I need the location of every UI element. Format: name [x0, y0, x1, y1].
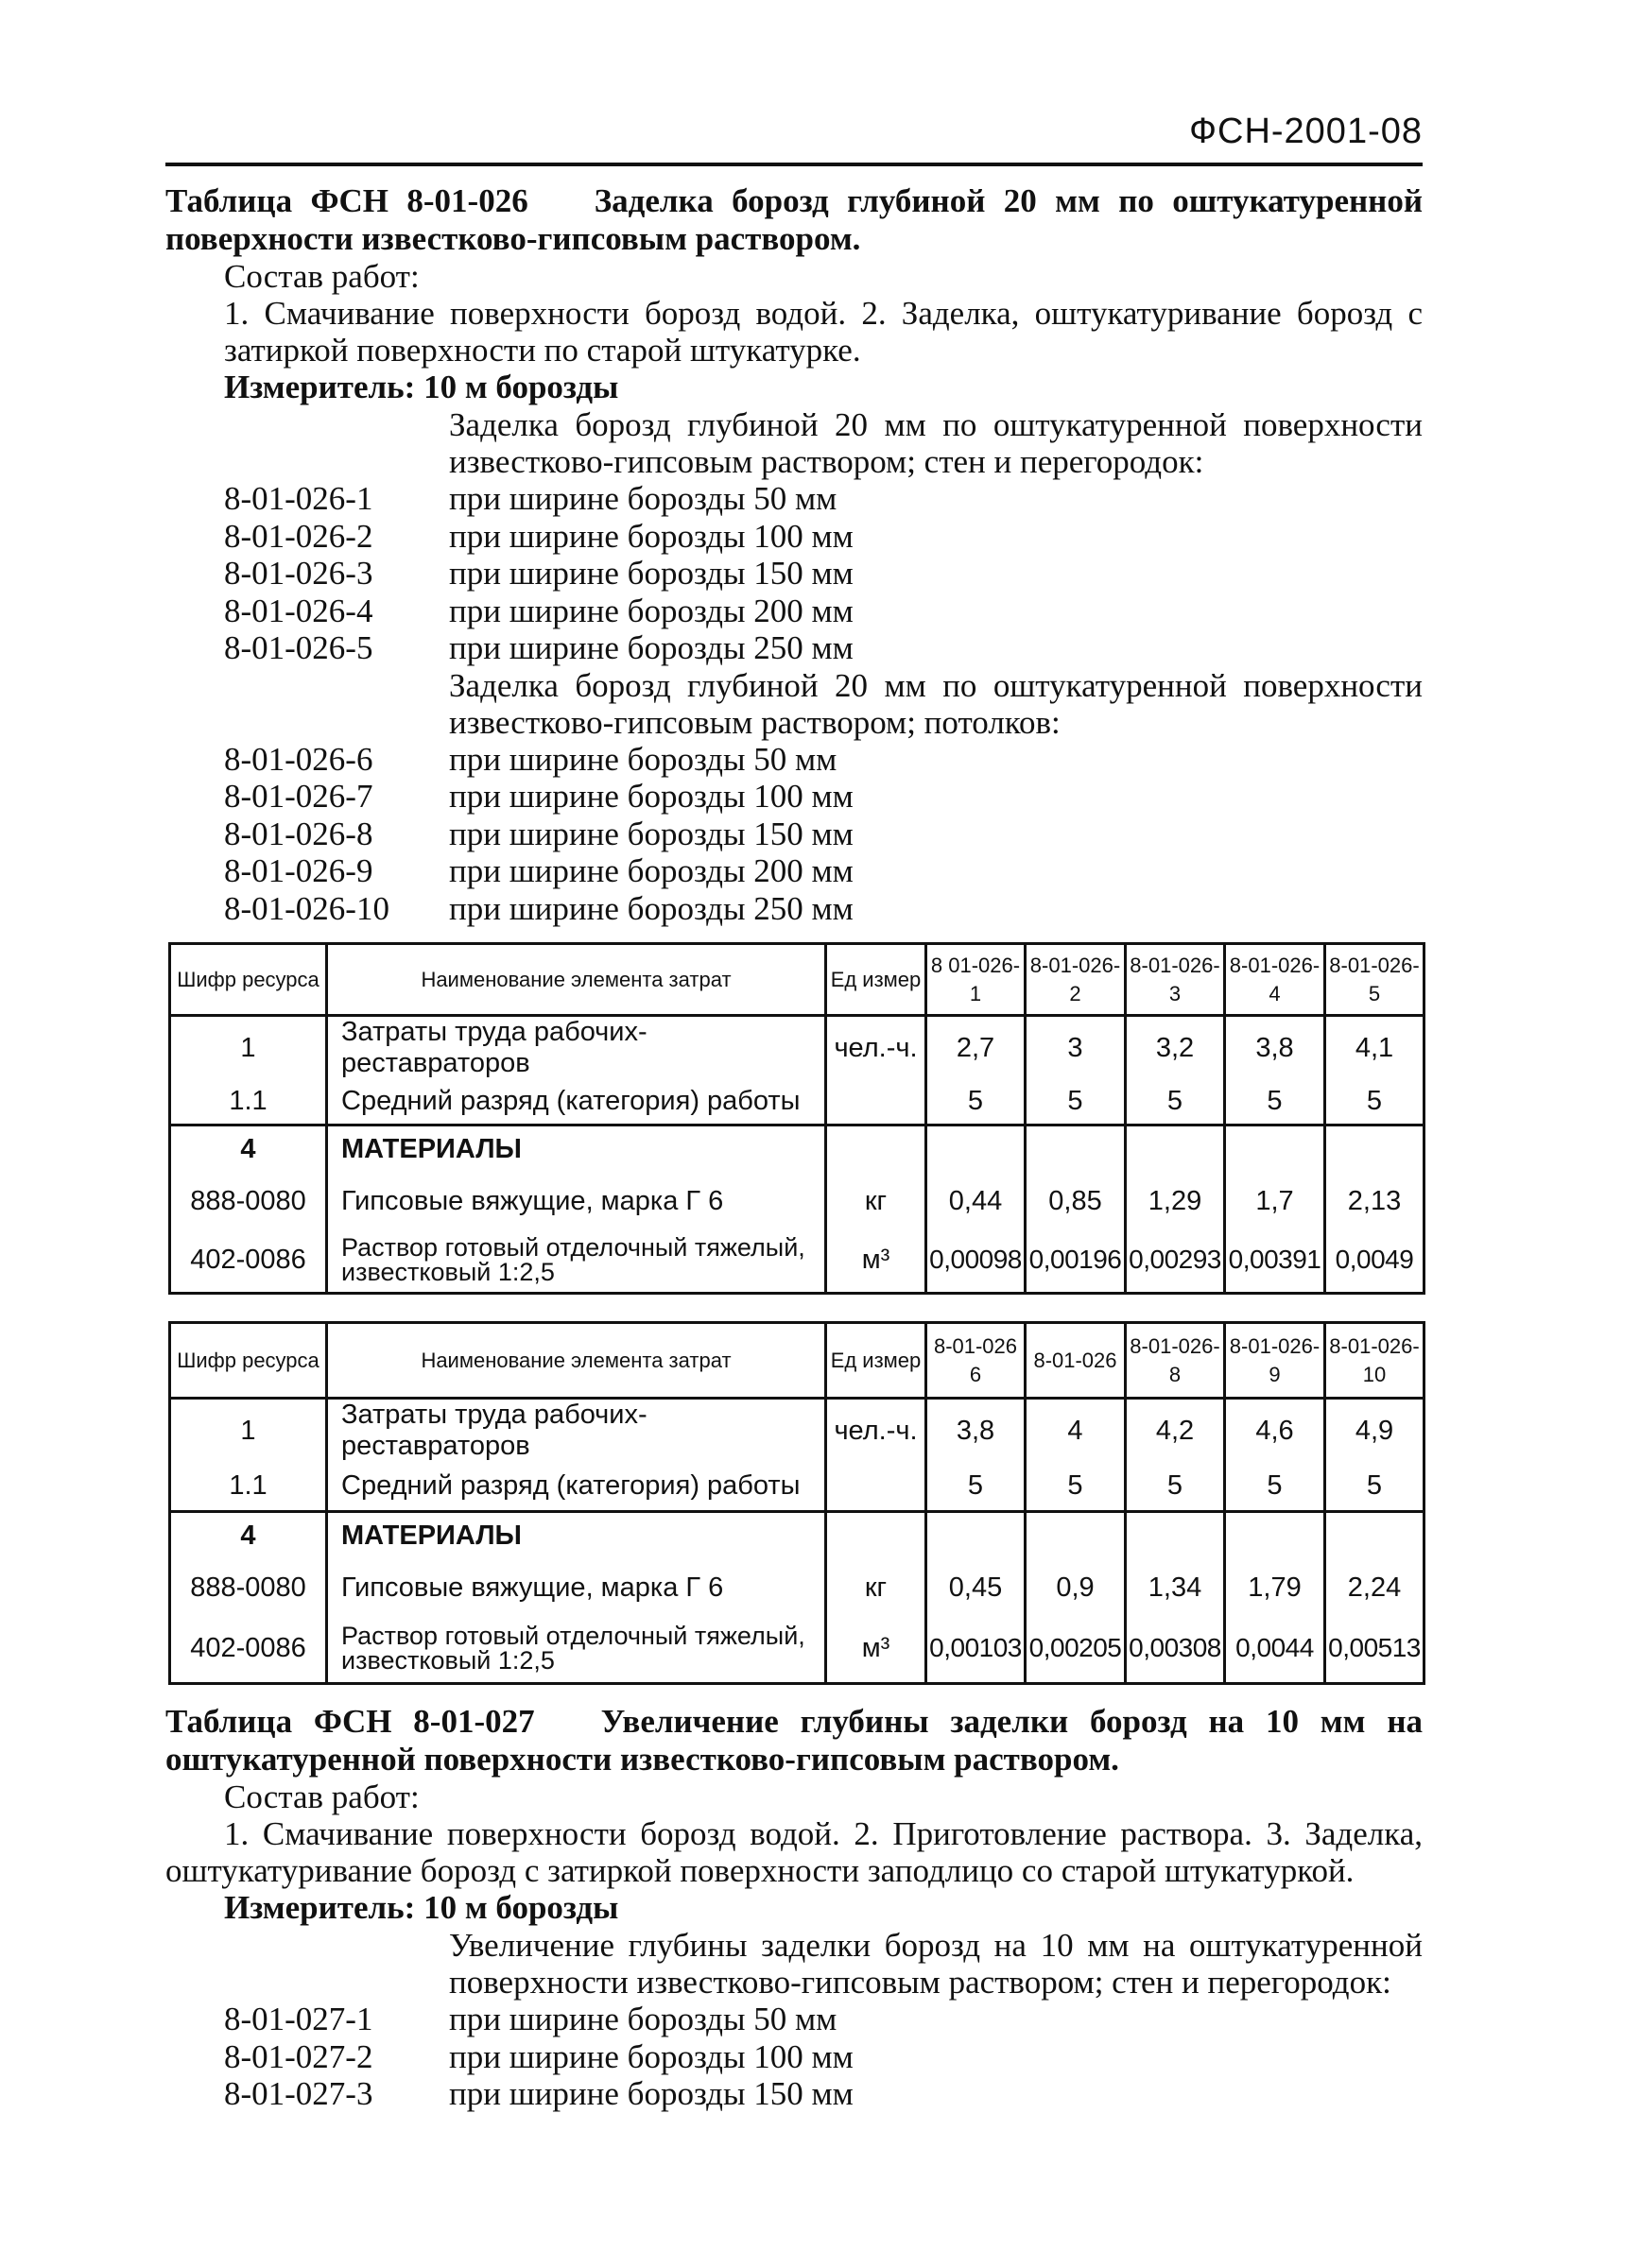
- col-header-rate: 8-01-026-10: [1325, 1323, 1424, 1399]
- cell-value: 4: [1026, 1399, 1126, 1463]
- list-item: [165, 2075, 1423, 2113]
- col-header-unit: Ед измер: [826, 944, 926, 1016]
- cell-value: 4,6: [1225, 1399, 1325, 1463]
- cell-code: 888-0080: [170, 1560, 327, 1615]
- cell-value: [926, 1125, 1026, 1174]
- cell-unit: м³: [826, 1228, 926, 1293]
- item-text: при ширине борозды 250 мм: [449, 629, 854, 666]
- table-027-title: [165, 1703, 1423, 1778]
- table-header-row: [170, 944, 1424, 1016]
- group1-intro: Увеличение глубины заделки борозд на 10 мм на оштукатуренной поверхности известково-гипсовым раствором; стен и перегородок:: [449, 1927, 1423, 2001]
- cell-code: 402-0086: [170, 1615, 327, 1683]
- cell-value: 3,8: [926, 1399, 1026, 1463]
- cell-value: 4,9: [1325, 1399, 1424, 1463]
- list-item: [165, 518, 1423, 556]
- cell-value: 5: [926, 1462, 1026, 1511]
- table-row: [170, 1079, 1424, 1125]
- table-026-title-text: Заделка борозд глубиной 20 мм по оштукатуренной поверхности известково-гипсовым раствором.: [165, 182, 1423, 257]
- cell-value: 5: [1026, 1462, 1126, 1511]
- cell-value: 5: [1325, 1079, 1424, 1125]
- cell-value: 3,2: [1126, 1016, 1225, 1080]
- table-027-number: Таблица ФСН 8-01-027: [165, 1703, 535, 1740]
- group2-intro: Заделка борозд глубиной 20 мм по оштукатуренной поверхности известково-гипсовым раствором; потолков:: [449, 666, 1423, 741]
- col-header-unit: Ед измер: [826, 1323, 926, 1399]
- cell-value: 0,00098: [926, 1228, 1026, 1293]
- item-code: 8-01-026-3: [224, 555, 373, 592]
- table-row: [170, 1125, 1424, 1174]
- list-item: [165, 741, 1423, 779]
- col-header-rate: 8-01-026-8: [1126, 1323, 1225, 1399]
- cell-unit: м³: [826, 1615, 926, 1683]
- table-row: [170, 1016, 1424, 1080]
- group1-list: [165, 480, 1423, 667]
- cell-value: 1,7: [1225, 1174, 1325, 1228]
- list-item: [165, 852, 1423, 890]
- table-027-section: [165, 1703, 1423, 2113]
- cell-value: [926, 1511, 1026, 1560]
- cell-value: 5: [1126, 1462, 1225, 1511]
- col-header-name: Наименование элемента затрат: [327, 1323, 826, 1399]
- col-header-rate: 8-01-026: [1026, 1323, 1126, 1399]
- cell-value: 5: [926, 1079, 1026, 1125]
- cell-value: 2,13: [1325, 1174, 1424, 1228]
- cell-unit: чел.-ч.: [826, 1399, 926, 1463]
- cell-value: 0,00103: [926, 1615, 1026, 1683]
- item-text: при ширине борозды 50 мм: [449, 740, 837, 778]
- item-code: 8-01-026-1: [224, 480, 373, 517]
- cell-name: Раствор готовый отделочный тяжелый, известковый 1:2,5: [327, 1228, 826, 1293]
- item-text: при ширине борозды 250 мм: [449, 889, 854, 927]
- col-header-rate: 8-01-026-5: [1325, 944, 1424, 1016]
- cell-value: [1026, 1125, 1126, 1174]
- table-row: [170, 1174, 1424, 1228]
- cell-value: 3,8: [1225, 1016, 1325, 1080]
- cell-value: 3: [1026, 1016, 1126, 1080]
- group2-list: [165, 741, 1423, 928]
- cell-value: 2,7: [926, 1016, 1026, 1080]
- table-row: [170, 1511, 1424, 1560]
- work-label: Состав работ:: [224, 1778, 420, 1815]
- group1-intro: Заделка борозд глубиной 20 мм по оштукатуренной поверхности известково-гипсовым раствором; стен и перегородок:: [449, 406, 1423, 480]
- col-header-rate: 8-01-026-4: [1225, 944, 1325, 1016]
- cell-value: 4,1: [1325, 1016, 1424, 1080]
- table-027-title-text: Увеличение глубины заделки борозд на 10 мм на оштукатуренной поверхности известково-гипсовым раствором.: [165, 1703, 1423, 1778]
- list-item: [165, 890, 1423, 928]
- cell-name: Затраты труда рабочих-реставраторов: [327, 1399, 826, 1463]
- table-row: [170, 1399, 1424, 1463]
- list-item: [165, 555, 1423, 593]
- col-header-rate: 8-01-026-9: [1225, 1323, 1325, 1399]
- item-text: при ширине борозды 200 мм: [449, 852, 854, 889]
- header-rule: [165, 163, 1423, 166]
- cell-code: 1.1: [170, 1079, 327, 1125]
- table-row: [170, 1462, 1424, 1511]
- col-header-name: Наименование элемента затрат: [327, 944, 826, 1016]
- item-code: 8-01-026-4: [224, 592, 373, 629]
- cell-unit: кг: [826, 1560, 926, 1615]
- group1-list: [165, 2001, 1423, 2113]
- item-code: 8-01-027-3: [224, 2075, 373, 2112]
- cell-value: 5: [1225, 1079, 1325, 1125]
- table-row: [170, 1560, 1424, 1615]
- cell-unit: кг: [826, 1174, 926, 1228]
- cell-name: Средний разряд (категория) работы: [327, 1079, 826, 1125]
- cell-unit: [826, 1462, 926, 1511]
- cell-value: 0,00391: [1225, 1228, 1325, 1293]
- resource-table-1: [168, 942, 1425, 1295]
- cell-value: 5: [1026, 1079, 1126, 1125]
- cell-value: 1,79: [1225, 1560, 1325, 1615]
- item-code: 8-01-026-2: [224, 517, 373, 555]
- cell-name: Гипсовые вяжущие, марка Г 6: [327, 1174, 826, 1228]
- resource-table-2: [168, 1321, 1425, 1685]
- item-code: 8-01-026-10: [224, 889, 389, 927]
- cell-value: 0,0044: [1225, 1615, 1325, 1683]
- cell-value: 4,2: [1126, 1399, 1225, 1463]
- cell-unit: [826, 1511, 926, 1560]
- table-header-row: [170, 1323, 1424, 1399]
- cell-name: МАТЕРИАЛЫ: [327, 1511, 826, 1560]
- cell-value: 1,34: [1126, 1560, 1225, 1615]
- cell-value: [1325, 1125, 1424, 1174]
- cell-value: [1126, 1511, 1225, 1560]
- list-item: [165, 480, 1423, 518]
- item-text: при ширине борозды 150 мм: [449, 555, 854, 592]
- cell-code: 888-0080: [170, 1174, 327, 1228]
- cell-code: 1: [170, 1016, 327, 1080]
- cell-value: 0,0049: [1325, 1228, 1424, 1293]
- table-row: [170, 1615, 1424, 1683]
- document-code: ФСН-2001-08: [1189, 112, 1423, 151]
- col-header-rate: 8 01-026-1: [926, 944, 1026, 1016]
- item-code: 8-01-026-7: [224, 778, 373, 815]
- measure-unit: Измеритель: 10 м борозды: [224, 369, 619, 405]
- item-text: при ширине борозды 150 мм: [449, 2075, 854, 2112]
- work-text-content: 1. Смачивание поверхности борозд водой. 2. Заделка, оштукатуривание борозд с затиркой поверхности по старой штукатурке.: [224, 295, 1423, 369]
- item-text: при ширине борозды 50 мм: [449, 480, 837, 517]
- col-header-code: Шифр ресурса: [170, 1323, 327, 1399]
- col-header-rate: 8-01-026-3: [1126, 944, 1225, 1016]
- item-code: 8-01-026-8: [224, 815, 373, 852]
- cell-value: [1225, 1125, 1325, 1174]
- cell-name: МАТЕРИАЛЫ: [327, 1125, 826, 1174]
- item-text: при ширине борозды 100 мм: [449, 517, 854, 555]
- cell-value: [1225, 1511, 1325, 1560]
- cell-value: 0,00196: [1026, 1228, 1126, 1293]
- work-label: Состав работ:: [224, 258, 420, 295]
- table-026-section: [165, 182, 1423, 927]
- cell-unit: чел.-ч.: [826, 1016, 926, 1080]
- cell-code: 402-0086: [170, 1228, 327, 1293]
- list-item: [165, 778, 1423, 816]
- table-row: [170, 1228, 1424, 1293]
- cell-code: 4: [170, 1511, 327, 1560]
- item-code: 8-01-026-5: [224, 629, 373, 666]
- list-item: [165, 629, 1423, 667]
- cell-code: 1.1: [170, 1462, 327, 1511]
- cell-value: [1126, 1125, 1225, 1174]
- cell-value: 0,00205: [1026, 1615, 1126, 1683]
- cell-name: Затраты труда рабочих-реставраторов: [327, 1016, 826, 1080]
- item-text: при ширине борозды 100 мм: [449, 2037, 854, 2075]
- cell-name: Средний разряд (категория) работы: [327, 1462, 826, 1511]
- work-text: [165, 295, 1423, 369]
- measure-unit: Измеритель: 10 м борозды: [224, 1889, 619, 1926]
- col-header-code: Шифр ресурса: [170, 944, 327, 1016]
- cell-value: 5: [1225, 1462, 1325, 1511]
- table-026-number: Таблица ФСН 8-01-026: [165, 182, 528, 219]
- item-code: 8-01-026-9: [224, 852, 373, 889]
- item-code: 8-01-027-2: [224, 2037, 373, 2075]
- cell-unit: [826, 1125, 926, 1174]
- item-code: 8-01-027-1: [224, 2001, 373, 2037]
- cell-value: 5: [1325, 1462, 1424, 1511]
- item-text: при ширине борозды 100 мм: [449, 778, 854, 815]
- table-026-title: [165, 182, 1423, 258]
- cell-value: 0,00513: [1325, 1615, 1424, 1683]
- cell-value: [1325, 1511, 1424, 1560]
- work-text: [165, 1815, 1423, 1889]
- cell-name: Раствор готовый отделочный тяжелый, известковый 1:2,5: [327, 1615, 826, 1683]
- col-header-rate: 8-01-026-2: [1026, 944, 1126, 1016]
- cell-value: [1026, 1511, 1126, 1560]
- list-item: [165, 2038, 1423, 2076]
- col-header-rate: 8-01-026 6: [926, 1323, 1026, 1399]
- cell-value: 2,24: [1325, 1560, 1424, 1615]
- cell-value: 0,9: [1026, 1560, 1126, 1615]
- cell-value: 0,00293: [1126, 1228, 1225, 1293]
- cell-value: 0,85: [1026, 1174, 1126, 1228]
- cell-name: Гипсовые вяжущие, марка Г 6: [327, 1560, 826, 1615]
- cell-value: 0,00308: [1126, 1615, 1225, 1683]
- cell-unit: [826, 1079, 926, 1125]
- cell-value: 0,44: [926, 1174, 1026, 1228]
- item-text: при ширине борозды 200 мм: [449, 592, 854, 629]
- cell-value: 1,29: [1126, 1174, 1225, 1228]
- list-item: [165, 2001, 1423, 2038]
- cell-code: 4: [170, 1125, 327, 1174]
- item-code: 8-01-026-6: [224, 740, 373, 778]
- list-item: [165, 816, 1423, 853]
- cell-code: 1: [170, 1399, 327, 1463]
- list-item: [165, 593, 1423, 630]
- work-text-content: 1. Смачивание поверхности борозд водой. 2. Приготовление раствора. 3. Заделка, оштукатуривание борозд с затиркой поверхности заподлицо со старой штукатуркой.: [165, 1815, 1423, 1889]
- item-text: при ширине борозды 50 мм: [449, 2001, 837, 2037]
- item-text: при ширине борозды 150 мм: [449, 815, 854, 852]
- cell-value: 0,45: [926, 1560, 1026, 1615]
- cell-value: 5: [1126, 1079, 1225, 1125]
